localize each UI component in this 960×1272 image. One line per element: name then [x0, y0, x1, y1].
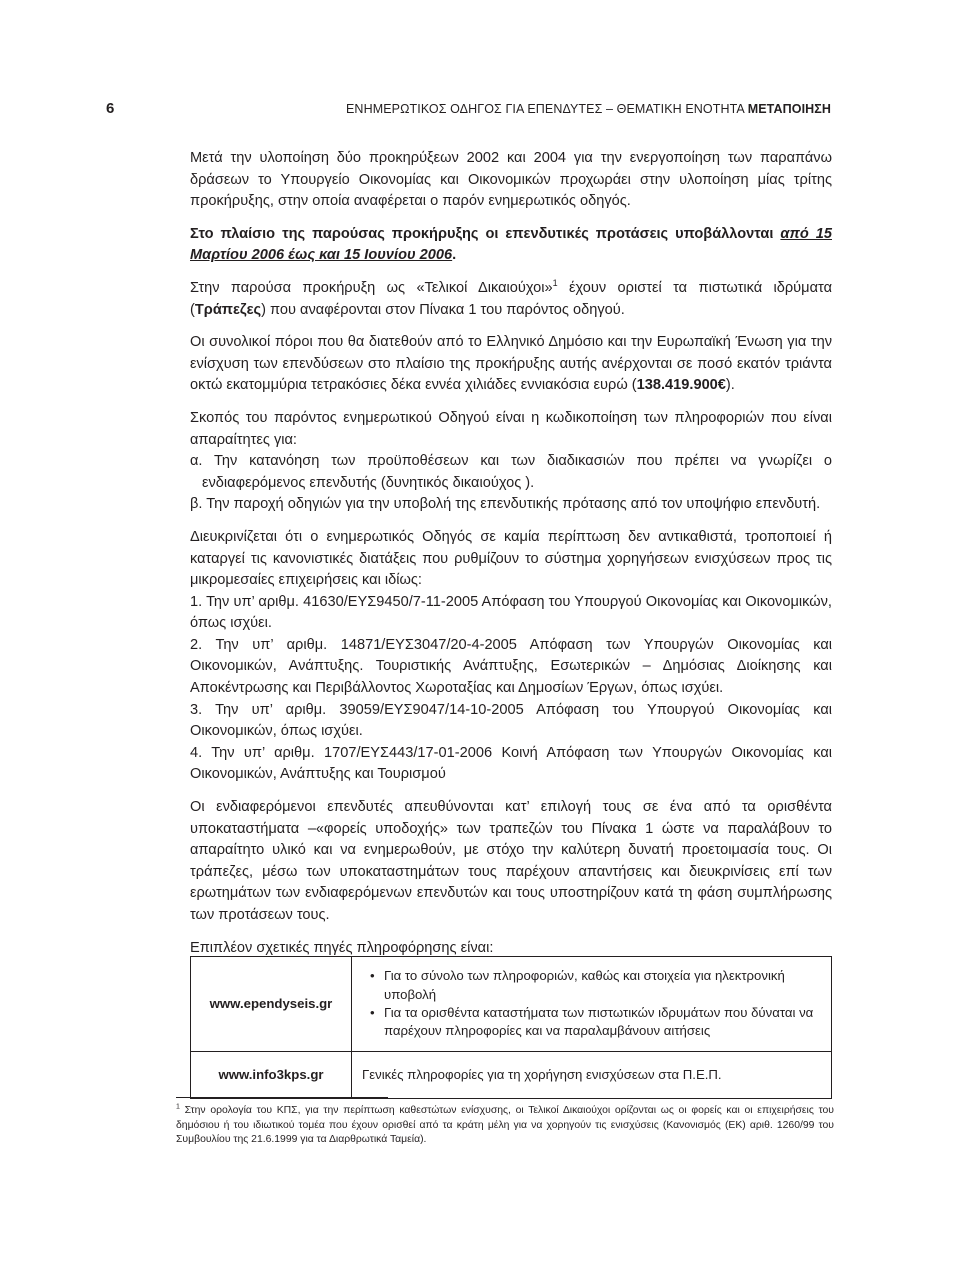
document-body — [190, 148, 832, 959]
regulation-item: 2. Την υπ’ αριθμ. 14871/ΕΥΣ3047/20-4-2005 Απόφαση των Υπουργών Οικονομίας και Οικονομικών, Ανάπτυξης. Τουριστικής Ανάπτυξης, Εσωτερικών – Δημόσιας Διοίκησης και Αποκέντρωσης και Περιβάλλοντος Χωροταξίας και Δημοσίων Έργων, όπως ισχύει. — [190, 636, 832, 697]
submission-deadline: από 15 Μαρτίου 2006 έως και 15 Ιουνίου 2006 — [190, 225, 832, 264]
list-item — [362, 1004, 821, 1041]
resources-text: Οι συνολικοί πόροι που θα διατεθούν από το Ελληνικό Δημόσιο και την Ευρωπαϊκή Ένωση για την ενίσχυση των επενδύσεων στο πλαίσιο της προκήρυξης αυτής ανέρχονται σε ποσό εκατόν τριάντα οκτώ εκατομμύρια τετρακόσιες δέκα εννέα χιλιάδες εννιακόσια ευρώ ( — [190, 334, 832, 394]
resources-paragraph — [190, 332, 832, 397]
final-beneficiaries-paragraph — [190, 278, 832, 321]
clarification-paragraph: Διευκρινίζεται ότι ο ενημερωτικός Οδηγός σε καμία περίπτωση δεν αντικαθιστά, τροποποιεί ή καταργεί τις κανονιστικές διατάξεις που ρυθμίζουν το σύστημα χορηγήσεων ενισχύσεων προς τις μικρομεσαίες επιχειρήσεις και ιδίως: — [190, 528, 832, 589]
source-description: Γενικές πληροφορίες για τη χορήγηση ενισχύσεων στα Π.Ε.Π. — [352, 1052, 832, 1099]
source-site-link[interactable]: www.ependyseis.gr — [191, 957, 352, 1052]
list-item — [362, 967, 821, 1004]
submission-lead: Στο πλαίσιο της παρούσας προκήρυξης οι επενδυτικές προτάσεις υποβάλλονται — [190, 225, 781, 242]
footnote-marker: 1 — [176, 1103, 180, 1111]
purpose-paragraph: Σκοπός του παρόντος ενημερωτικού Οδηγού είναι η κωδικοποίηση των πληροφοριών που είναι απαραίτητες για: — [190, 409, 832, 448]
page-number: 6 — [106, 100, 115, 117]
resources-end: ). — [725, 377, 735, 394]
beneficiaries-text-b: έχουν οριστεί τα πιστωτικά ιδρύματα ( — [190, 279, 833, 318]
regulation-item: 3. Την υπ’ αριθμ. 39059/ΕΥΣ9047/14-10-2005 Απόφαση του Υπουργού Οικονομίας και Οικονομικών, όπως ισχύει. — [190, 701, 832, 740]
footnote-reference: 1 — [552, 278, 558, 289]
bullet-icon: • — [370, 1005, 375, 1020]
sources-intro: Επιπλέον σχετικές πηγές πληροφόρησης είναι: — [190, 939, 494, 956]
info-sources-table — [190, 956, 832, 1099]
resources-amount: 138.419.900€ — [636, 377, 726, 394]
submission-end: . — [452, 247, 457, 264]
purpose-item-b: β. Την παροχή οδηγιών για την υποβολή της επενδυτικής πρότασης από τον υποψήφιο επενδυτή. — [190, 496, 821, 513]
banks-term: Τράπεζες — [194, 301, 262, 318]
table-row — [191, 1052, 832, 1099]
intro-paragraph: Μετά την υλοποίηση δύο προκηρύξεων 2002 και 2004 για την ενεργοποίηση των παραπάνω δράσεων το Υπουργείο Οικονομίας και Οικονομικών προχωράει στην υλοποίηση μίας τρίτης προκήρυξης, στην οποία αναφέρεται ο παρόν ενημερωτικός οδηγός. — [190, 150, 832, 210]
running-header — [346, 102, 831, 116]
bullet-icon: • — [370, 968, 375, 984]
running-header-prefix: ΕΝΗΜΕΡΩΤΙΚΟΣ ΟΔΗΓΟΣ ΓΙΑ ΕΠΕΝΔΥΤΕΣ – ΘΕΜΑΤΙΚΗ ΕΝΟΤΗΤΑ — [346, 102, 745, 116]
source-site-link[interactable]: www.info3kps.gr — [191, 1052, 352, 1099]
beneficiaries-text-a: Στην παρούσα προκήρυξη ως «Τελικοί Δικαιούχοι» — [190, 279, 553, 296]
bullet-text: Για το σύνολο των πληροφοριών, καθώς και στοιχεία για ηλεκτρονική υποβολή — [384, 968, 785, 1002]
table-row — [191, 957, 832, 1052]
footnote-text: Στην ορολογία του ΚΠΣ, για την περίπτωση καθεστώτων ενίσχυσης, οι Τελικοί Δικαιούχοι ορίζονται ως οι φορείς και οι επιχειρήσεις του δημόσιου ή του ιδιωτικού τομέα που έχουν ορισθεί από τα κράτη μέλη για να χορηγούν τις ενισχύσεις (Κανονισμός (ΕΚ) αριθ. 1260/99 του Συμβουλίου της 21.6.1999 για τα Διαρθρωτικά Ταμεία). — [176, 1105, 834, 1146]
beneficiaries-text-c: ) που αναφέρονται στον Πίνακα 1 του παρόντος οδηγού. — [261, 301, 625, 318]
purpose-item-a: α. Την κατανόηση των προϋποθέσεων και των διαδικασιών που πρέπει να γνωρίζει ο ενδιαφερόμενος επενδυτής (δυνητικός δικαιούχος ). — [190, 453, 832, 491]
submission-period-paragraph — [190, 224, 832, 267]
source-description — [352, 957, 832, 1052]
investors-paragraph: Οι ενδιαφερόμενοι επενδυτές απευθύνονται κατ’ επιλογή τους σε ένα από τα ορισθέντα υποκαταστήματα –«φορείς υποδοχής» των τραπεζών του Πίνακα 1 ώστε να παραλάβουν το απαραίτητο υλικό και να ενημερωθούν, με στόχο την καλύτερη δυνατή προετοιμασία τους. Οι τράπεζες, μέσω των υποκαταστημάτων τους παρέχουν απαντήσεις και διευκρινίσεις επί των ερωτημάτων των ενδιαφερόμενων επενδυτών και τους υποστηρίζουν κατά τη φάση συμπλήρωσης των προτάσεων τους. — [190, 799, 832, 923]
bullet-text: Για τα ορισθέντα καταστήματα των πιστωτικών ιδρυμάτων που δύναται να παρέχουν πληροφορίες και να παραλαμβάνουν αιτήσεις — [384, 1005, 814, 1039]
regulation-item: 4. Την υπ’ αριθμ. 1707/ΕΥΣ443/17-01-2006 Κοινή Απόφαση των Υπουργών Οικονομίας και Οικονομικών, Ανάπτυξης και Τουρισμού — [190, 744, 832, 783]
footnote-divider — [176, 1097, 388, 1098]
footnote — [176, 1104, 834, 1148]
running-header-section: ΜΕΤΑΠΟΙΗΣΗ — [747, 102, 831, 116]
regulation-item: 1. Την υπ’ αριθμ. 41630/ΕΥΣ9450/7-11-2005 Απόφαση του Υπουργού Οικονομίας και Οικονομικών, όπως ισχύει. — [190, 593, 832, 632]
